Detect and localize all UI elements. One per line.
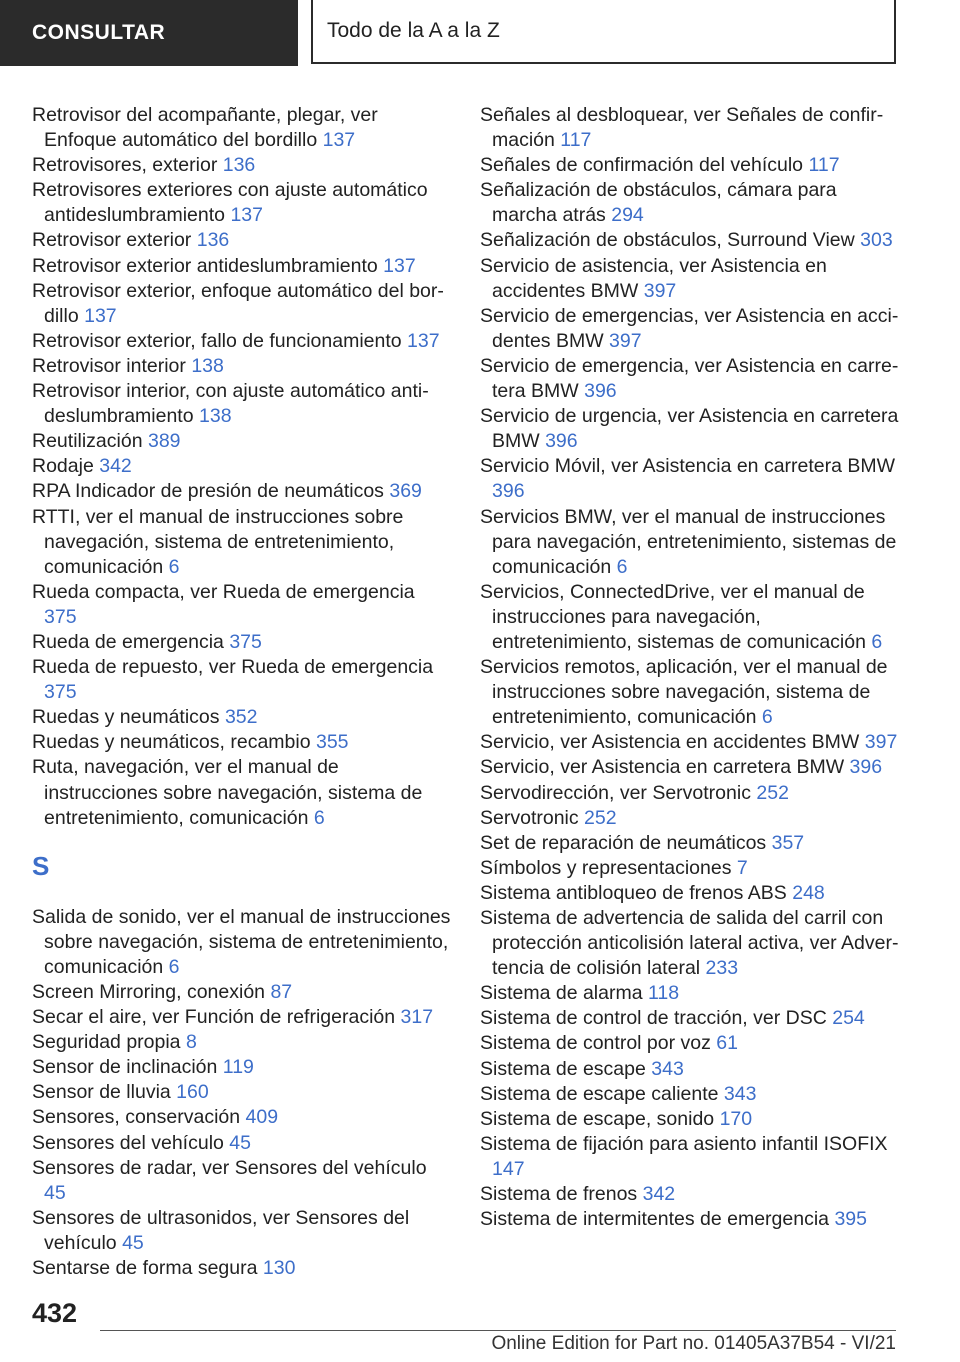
index-entry	[480, 103, 900, 153]
page-reference-link[interactable]: 254	[832, 1007, 865, 1030]
page-reference-link[interactable]: 136	[222, 154, 256, 177]
index-entry-text: Servicio de emergencia, ver Asistencia en carretera BMW	[480, 354, 899, 403]
index-entry	[480, 806, 900, 831]
index-entry-text: Servicio, ver Asistencia en carretera BMW	[480, 756, 845, 779]
page-reference-link[interactable]: 119	[222, 1056, 254, 1079]
page-reference-link[interactable]: 375	[229, 630, 262, 653]
page-reference-link[interactable]: 369	[389, 480, 422, 503]
index-entry	[32, 254, 452, 279]
index-entry-text: Seguridad propia	[32, 1031, 181, 1054]
page-reference-link[interactable]: 117	[560, 129, 592, 152]
index-entry	[480, 304, 900, 354]
index-entry	[480, 1031, 900, 1056]
page-reference-link[interactable]: 252	[584, 806, 617, 829]
index-entry	[32, 1080, 452, 1105]
page-reference-link[interactable]: 303	[860, 229, 893, 252]
index-entry-text: Retrovisor exterior, enfoque automático del bordillo	[32, 279, 444, 327]
page-reference-link[interactable]: 6	[313, 806, 325, 829]
index-entry	[480, 153, 900, 178]
index-entry-text: Señalización de obstáculos, Surround View	[480, 229, 855, 252]
page-reference-link[interactable]: 6	[168, 555, 180, 578]
index-entry	[32, 178, 452, 228]
index-entry	[480, 580, 900, 655]
index-entry	[480, 881, 900, 906]
index-entry-text: Screen Mirroring, conexión	[32, 981, 266, 1003]
index-entry-text: Servicio de urgencia, ver Asistencia en carretera BMW	[480, 405, 899, 453]
index-entry-text: RPA Indicador de presión de neumáticos	[32, 480, 384, 503]
page-reference-link[interactable]: 6	[871, 630, 883, 653]
index-entry-text: Servicio, ver Asistencia en accidentes BMW	[480, 731, 860, 754]
index-column-right	[480, 103, 900, 1232]
page-reference-link[interactable]: 6	[168, 955, 180, 978]
page-reference-link[interactable]: 409	[245, 1106, 279, 1129]
index-entry	[32, 1030, 452, 1055]
index-entry-text: Retrovisor interior, con ajuste automático antideslumbramiento	[32, 380, 429, 428]
page-reference-link[interactable]: 355	[315, 731, 349, 754]
index-entry-text: Salida de sonido, ver el manual de instrucciones sobre navegación, sistema de entretenimiento, comunicación	[32, 905, 451, 978]
index-entry-text: Retrovisor exterior	[32, 229, 192, 252]
index-entry-text: Señales al desbloquear, ver Señales de confirmación	[480, 104, 884, 152]
index-entry	[32, 279, 452, 329]
index-entry	[32, 153, 452, 178]
index-entry-text: Señalización de obstáculos, cámara para marcha atrás	[480, 179, 837, 227]
index-entry	[480, 755, 900, 780]
index-entry-text: Ruedas y neumáticos, recambio	[32, 731, 311, 754]
page-reference-link[interactable]: 343	[651, 1057, 684, 1080]
page-reference-link[interactable]: 87	[270, 981, 293, 1003]
index-entry-text: Retrovisor del acompañante, plegar, ver Enfoque automático del bordillo	[32, 104, 378, 152]
index-entry-text: Retrovisor exterior, fallo de funcionamiento	[32, 329, 402, 352]
section-letter: S	[32, 850, 50, 881]
index-entry	[480, 1132, 900, 1182]
index-entry-text: Sensor de inclinación	[32, 1056, 218, 1079]
index-list-s	[32, 905, 452, 1281]
index-entry	[480, 354, 900, 404]
index-entry-text: Sistema de control de tracción, ver DSC	[480, 1007, 827, 1030]
index-entry	[32, 329, 452, 354]
index-entry	[480, 454, 900, 504]
index-entry-text: Ruedas y neumáticos	[32, 706, 220, 729]
page-reference-link[interactable]: 45	[229, 1131, 251, 1154]
index-entry-text: Servotronic	[480, 806, 579, 829]
index-entry	[480, 856, 900, 881]
index-entry	[32, 905, 452, 980]
index-entry	[480, 404, 900, 454]
index-entry-text: Sistema de control por voz	[480, 1032, 711, 1055]
index-entry	[480, 730, 900, 755]
index-entry	[32, 980, 452, 1005]
index-entry-text: Rueda compacta, ver Rueda de emergencia	[32, 580, 415, 603]
index-entry-text: Servicios BMW, ver el manual de instrucciones para navegación, entretenimiento, sistemas de comunicación	[480, 505, 897, 578]
page-reference-link[interactable]: 294	[611, 204, 644, 227]
page-reference-link[interactable]: 395	[834, 1208, 867, 1231]
page-reference-link[interactable]: 136	[196, 229, 230, 252]
index-entry	[480, 1182, 900, 1207]
index-entry-text: Servicios, ConnectedDrive, ver el manual de instrucciones para navegación, entretenimiento, sistemas de comunicación	[480, 580, 866, 653]
page-number: 432	[32, 1298, 78, 1328]
page-reference-link[interactable]: 147	[492, 1157, 525, 1180]
page-reference-link[interactable]: 61	[716, 1032, 738, 1055]
index-entry	[32, 479, 452, 504]
index-entry-text: Rueda de emergencia	[32, 630, 224, 653]
index-entry-text: Sistema de escape, sonido	[480, 1107, 715, 1130]
page-reference-link[interactable]: 138	[199, 405, 232, 428]
page-reference-link[interactable]: 160	[176, 1081, 209, 1104]
index-entry-text: Servodirección, ver Servotronic	[480, 781, 751, 804]
index-entry	[480, 1207, 900, 1232]
index-entry	[32, 505, 452, 580]
page-reference-link[interactable]: 45	[122, 1231, 144, 1254]
page-reference-link[interactable]: 45	[44, 1181, 66, 1204]
page-reference-link[interactable]: 170	[719, 1107, 753, 1130]
page-reference-link[interactable]: 342	[642, 1183, 676, 1206]
page-reference-link[interactable]: 137	[383, 254, 416, 277]
page-reference-link[interactable]: 396	[584, 380, 617, 403]
index-entry	[480, 1082, 900, 1107]
page-reference-link[interactable]: 117	[808, 154, 840, 177]
index-entry-text: Servicios remotos, aplicación, ver el manual de instrucciones sobre navegación, sistema de entretenimiento, comunicación	[480, 656, 888, 729]
page-reference-link[interactable]: 6	[761, 706, 773, 729]
index-entry-text: Sistema de fijación para asiento infantil ISOFIX	[480, 1132, 888, 1155]
index-entry	[32, 580, 452, 630]
page-reference-link[interactable]: 389	[147, 430, 181, 453]
page-reference-link[interactable]: 396	[545, 430, 578, 453]
index-entry-text: Sensores, conservación	[32, 1106, 241, 1129]
index-entry-text: Señales de confirmación del vehículo	[480, 154, 804, 177]
edition-note: Online Edition for Part no. 01405A37B54 - VI/21	[491, 1333, 896, 1354]
index-entry-text: Retrovisores exteriores con ajuste automático antideslumbramiento	[32, 179, 428, 227]
index-entry-text: RTTI, ver el manual de instrucciones sobre navegación, sistema de entretenimiento, comunicación	[32, 505, 404, 578]
index-entry	[32, 1206, 452, 1256]
index-entry-text: Servicio de emergencias, ver Asistencia en accidentes BMW	[480, 304, 899, 352]
index-entry-text: Símbolos y representaciones	[480, 856, 732, 879]
page-reference-link[interactable]: 317	[400, 1006, 434, 1029]
index-entry	[32, 755, 452, 830]
index-entry-text: Sistema de frenos	[480, 1183, 638, 1206]
index-entry-text: Ruta, navegación, ver el manual de instrucciones sobre navegación, sistema de entretenimiento, comunicación	[32, 756, 423, 829]
page-reference-link[interactable]: 375	[44, 605, 77, 628]
index-entry	[32, 1055, 452, 1080]
index-entry	[32, 1156, 452, 1206]
index-entry	[32, 103, 452, 153]
index-entry	[32, 705, 452, 730]
page-reference-link[interactable]: 352	[224, 706, 258, 729]
index-entry	[32, 1256, 452, 1281]
page-reference-link[interactable]: 343	[723, 1082, 757, 1105]
index-entry	[480, 254, 900, 304]
index-entry	[32, 655, 452, 705]
page-reference-link[interactable]: 396	[492, 480, 525, 503]
page-reference-link[interactable]: 397	[643, 279, 677, 302]
index-entry-text: Servicio de asistencia, ver Asistencia en accidentes BMW	[480, 254, 827, 302]
page-reference-link[interactable]: 118	[648, 982, 680, 1005]
index-entry	[480, 781, 900, 806]
index-entry	[32, 730, 452, 755]
footer-divider	[100, 1330, 896, 1331]
page-reference-link[interactable]: 357	[771, 831, 805, 854]
index-entry-text: Rodaje	[32, 455, 94, 478]
index-list-r	[32, 103, 452, 831]
index-entry-text: Retrovisores, exterior	[32, 154, 218, 177]
index-entry-text: Sistema de alarma	[480, 982, 643, 1005]
page-reference-link[interactable]: 138	[191, 354, 224, 377]
page-reference-link[interactable]: 130	[262, 1257, 296, 1280]
index-entry-text: Sistema antibloqueo de frenos ABS	[480, 881, 787, 904]
index-entry-text: Sentarse de forma segura	[32, 1257, 258, 1280]
index-entry-text: Sensor de lluvia	[32, 1081, 171, 1104]
index-entry	[32, 1105, 452, 1130]
index-entry	[32, 1131, 452, 1156]
index-entry	[32, 429, 452, 454]
index-entry	[480, 228, 900, 253]
page-reference-link[interactable]: 397	[609, 329, 642, 352]
page-reference-link[interactable]: 252	[756, 781, 789, 804]
index-entry	[480, 831, 900, 856]
index-entry	[32, 354, 452, 379]
index-column-left	[32, 103, 452, 1281]
index-entry-text: Sistema de escape caliente	[480, 1082, 719, 1105]
index-entry-text: Retrovisor exterior antideslumbramiento	[32, 254, 378, 277]
index-entry	[480, 655, 900, 730]
index-entry	[480, 906, 900, 981]
index-entry	[32, 1005, 452, 1030]
index-entry	[480, 178, 900, 228]
page-reference-link[interactable]: 137	[407, 329, 440, 352]
page-reference-link[interactable]: 248	[792, 881, 825, 904]
index-entry-text: Retrovisor interior	[32, 354, 186, 377]
page-reference-link[interactable]: 137	[84, 304, 117, 327]
index-entry-text: Sistema de intermitentes de emergencia	[480, 1208, 830, 1231]
index-entry	[480, 1006, 900, 1031]
index-entry	[480, 505, 900, 580]
index-entry	[32, 228, 452, 253]
page-reference-link[interactable]: 8	[185, 1031, 197, 1054]
page-reference-link[interactable]: 137	[322, 129, 356, 152]
chapter-title: Todo de la A a la Z	[311, 0, 896, 64]
index-entry	[480, 981, 900, 1006]
page-reference-link[interactable]: 396	[849, 756, 883, 779]
page-header	[0, 0, 960, 66]
page-reference-link[interactable]: 137	[230, 204, 263, 227]
index-entry-text: Sensores del vehículo	[32, 1131, 224, 1154]
index-entry	[32, 630, 452, 655]
page-reference-link[interactable]: 233	[705, 957, 739, 980]
index-entry-text: Set de reparación de neumáticos	[480, 831, 767, 854]
index-entry	[480, 1057, 900, 1082]
page-reference-link[interactable]: 7	[736, 856, 748, 879]
index-entry-text: Reutilización	[32, 430, 143, 453]
section-tab: CONSULTAR	[0, 0, 298, 66]
page-reference-link[interactable]: 375	[44, 681, 77, 704]
index-list-s-continued	[480, 103, 900, 1232]
page-reference-link[interactable]: 397	[864, 731, 898, 754]
page-reference-link[interactable]: 6	[616, 555, 628, 578]
index-entry-text: Rueda de repuesto, ver Rueda de emergencia	[32, 656, 434, 679]
index-entry	[32, 379, 452, 429]
index-entry-text: Sensores de ultrasonidos, ver Sensores del vehículo	[32, 1206, 410, 1254]
index-entry-text: Servicio Móvil, ver Asistencia en carretera BMW	[480, 455, 896, 478]
index-entry-text: Sistema de advertencia de salida del carril con protección anticolisión lateral activa, ver Advertencia de colisión lateral	[480, 907, 899, 980]
index-entry-text: Secar el aire, ver Función de refrigeración	[32, 1006, 396, 1029]
index-entry	[480, 1107, 900, 1132]
index-entry	[32, 454, 452, 479]
index-entry-text: Sistema de escape	[480, 1057, 646, 1080]
page-reference-link[interactable]: 342	[99, 455, 132, 478]
index-entry-text: Sensores de radar, ver Sensores del vehículo	[32, 1156, 427, 1179]
